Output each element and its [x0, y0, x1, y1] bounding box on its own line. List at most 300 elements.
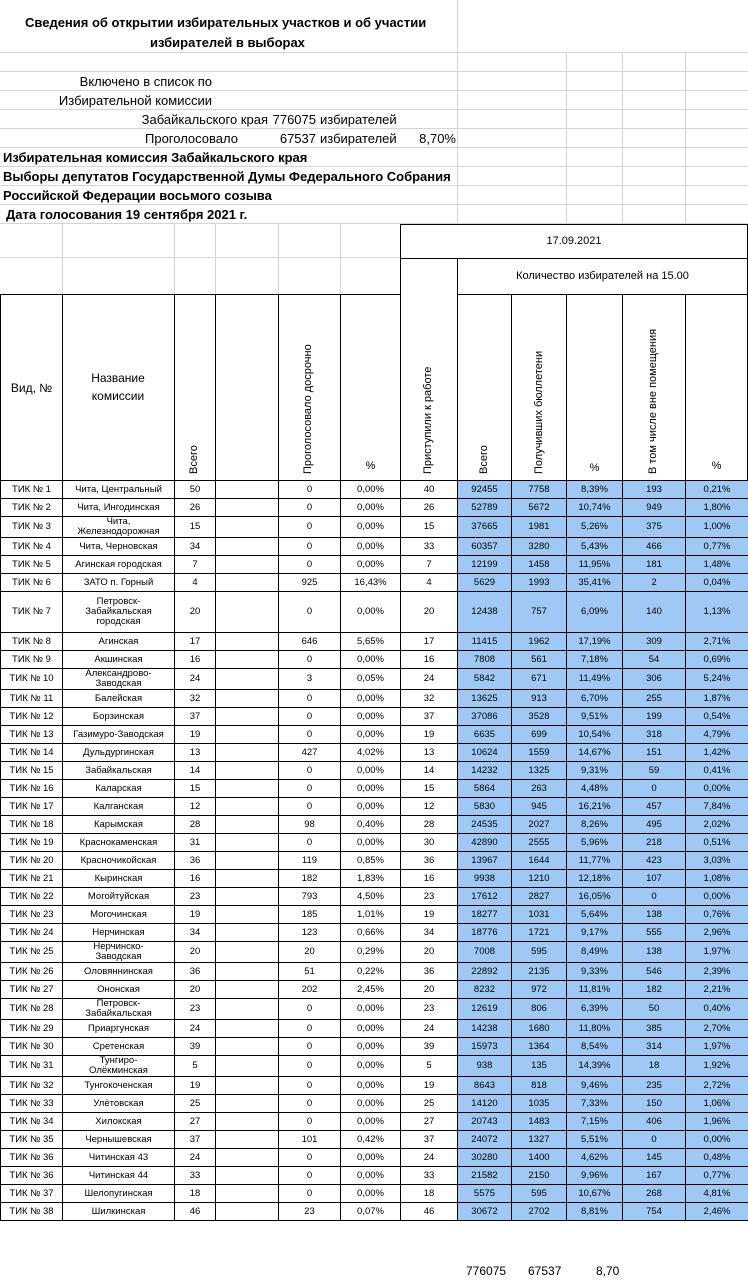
outside-pct-cell: 1,97% — [686, 942, 748, 963]
started-cell: 19 — [401, 726, 458, 744]
empty-cell — [216, 574, 279, 592]
tik-cell: ТИК № 10 — [1, 669, 63, 690]
voters-cell: 5864 — [458, 780, 512, 798]
pct-cell: 7,15% — [567, 1113, 623, 1131]
ballots-cell: 945 — [512, 798, 567, 816]
name-cell: Краснокаменская — [63, 834, 175, 852]
empty-cell — [216, 963, 279, 981]
tik-cell: ТИК № 15 — [1, 762, 63, 780]
empty-cell — [216, 1095, 279, 1113]
voters-cell: 10624 — [458, 744, 512, 762]
table-row — [1, 538, 748, 556]
voters-header: Всего — [478, 445, 490, 474]
pct3-header: % — [711, 460, 722, 472]
outside-cell: 235 — [623, 1077, 686, 1095]
pct-header: % — [365, 460, 376, 472]
voters-cell: 12438 — [458, 592, 512, 633]
started-cell: 20 — [401, 592, 458, 633]
early-pct-cell: 0,00% — [341, 592, 401, 633]
outside-pct-cell: 0,00% — [686, 1131, 748, 1149]
started-cell: 15 — [401, 517, 458, 538]
grid-line — [685, 52, 686, 224]
ballots-header: Получивших бюллетени — [533, 350, 545, 474]
tik-cell: ТИК № 36 — [1, 1149, 63, 1167]
ballots-cell: 1981 — [512, 517, 567, 538]
early-cell: 0 — [279, 726, 341, 744]
total-cell: 7 — [175, 556, 216, 574]
total-cell: 46 — [175, 1203, 216, 1221]
empty-cell — [216, 1113, 279, 1131]
total-cell: 23 — [175, 999, 216, 1020]
early-pct-cell: 0,00% — [341, 726, 401, 744]
pct-cell: 10,54% — [567, 726, 623, 744]
ballots-cell: 806 — [512, 999, 567, 1020]
pct-header-cell — [340, 294, 401, 481]
started-cell: 34 — [401, 924, 458, 942]
early-cell: 0 — [279, 1038, 341, 1056]
pct-cell: 5,51% — [567, 1131, 623, 1149]
outside-cell: 140 — [623, 592, 686, 633]
empty-cell — [216, 852, 279, 870]
tik-cell: ТИК № 23 — [1, 906, 63, 924]
ballots-cell: 3280 — [512, 538, 567, 556]
outside-pct-cell: 1,96% — [686, 1113, 748, 1131]
early-cell: 119 — [279, 852, 341, 870]
tik-cell: ТИК № 27 — [1, 981, 63, 999]
tik-cell: ТИК № 34 — [1, 1113, 63, 1131]
name-cell: Балейская — [63, 690, 175, 708]
early-cell: 0 — [279, 538, 341, 556]
outside-pct-cell: 0,77% — [686, 538, 748, 556]
started-cell: 19 — [401, 906, 458, 924]
voters-cell: 7008 — [458, 942, 512, 963]
started-cell: 23 — [401, 999, 458, 1020]
tik-cell: ТИК № 37 — [1, 1185, 63, 1203]
name-cell: Забайкальская — [63, 762, 175, 780]
outside-cell: 0 — [623, 1131, 686, 1149]
ballots-cell: 2027 — [512, 816, 567, 834]
voters-cell: 11415 — [458, 633, 512, 651]
total-cell: 24 — [175, 1149, 216, 1167]
tik-cell: ТИК № 28 — [1, 999, 63, 1020]
ballots-cell: 818 — [512, 1077, 567, 1095]
title-line-1: Сведения об открытии избирательных участков и об участии — [25, 15, 427, 30]
table-row — [1, 1020, 748, 1038]
tik-cell: ТИК № 11 — [1, 690, 63, 708]
name-cell: Оловяннинская — [63, 963, 175, 981]
outside-cell: 0 — [623, 888, 686, 906]
ballots-cell: 699 — [512, 726, 567, 744]
total-percent: 8,70 — [596, 1264, 620, 1278]
outside-pct-cell: 1,08% — [686, 870, 748, 888]
ballots-cell: 561 — [512, 651, 567, 669]
started-header: Приступили к работе — [422, 366, 434, 474]
started-cell: 13 — [401, 744, 458, 762]
empty-cell — [216, 888, 279, 906]
early-pct-cell: 0,00% — [341, 762, 401, 780]
grid-line — [0, 71, 748, 72]
early-cell: 0 — [279, 1185, 341, 1203]
pct-cell: 16,21% — [567, 798, 623, 816]
early-cell: 185 — [279, 906, 341, 924]
started-cell: 18 — [401, 1185, 458, 1203]
empty-cell — [216, 481, 279, 499]
table-row — [1, 651, 748, 669]
empty-cell — [216, 499, 279, 517]
early-cell: 3 — [279, 669, 341, 690]
pct-cell: 8,81% — [567, 1203, 623, 1221]
ballots-cell: 1680 — [512, 1020, 567, 1038]
early-cell: 0 — [279, 1095, 341, 1113]
name-cell: Агинская городская — [63, 556, 175, 574]
early-cell: 0 — [279, 999, 341, 1020]
name-cell: Улётовская — [63, 1095, 175, 1113]
table-row — [1, 852, 748, 870]
table-row — [1, 1077, 748, 1095]
pct-cell: 14,67% — [567, 744, 623, 762]
table-row — [1, 517, 748, 538]
pct-cell: 8,26% — [567, 816, 623, 834]
outside-cell: 181 — [623, 556, 686, 574]
early-pct-cell: 0,00% — [341, 708, 401, 726]
grid-line — [174, 224, 175, 294]
voters-cell: 37086 — [458, 708, 512, 726]
started-cell: 17 — [401, 633, 458, 651]
ballots-cell: 1031 — [512, 906, 567, 924]
kind-header: Вид, № — [10, 381, 53, 395]
empty-cell — [216, 834, 279, 852]
early-cell: 427 — [279, 744, 341, 762]
tik-cell: ТИК № 8 — [1, 633, 63, 651]
early-pct-cell: 0,00% — [341, 651, 401, 669]
name-cell: Кыринская — [63, 870, 175, 888]
voters-cell: 30280 — [458, 1149, 512, 1167]
table-row — [1, 906, 748, 924]
outside-cell: 193 — [623, 481, 686, 499]
early-pct-cell: 0,00% — [341, 1185, 401, 1203]
name-cell: Калганская — [63, 798, 175, 816]
outside-pct-cell: 1,06% — [686, 1095, 748, 1113]
early-cell: 0 — [279, 1020, 341, 1038]
total-cell: 20 — [175, 942, 216, 963]
outside-cell: 754 — [623, 1203, 686, 1221]
ballots-cell: 2135 — [512, 963, 567, 981]
voters-cell: 8643 — [458, 1077, 512, 1095]
name-cell: Нерчинская — [63, 924, 175, 942]
started-cell: 20 — [401, 942, 458, 963]
outside-cell: 318 — [623, 726, 686, 744]
pct-cell: 4,48% — [567, 780, 623, 798]
election-line-1: Выборы депутатов Государственной Думы Федерального Собрания — [3, 169, 451, 184]
name-cell: Борзинская — [63, 708, 175, 726]
voters-cell: 8232 — [458, 981, 512, 999]
pct-cell: 6,39% — [567, 999, 623, 1020]
table-row — [1, 633, 748, 651]
tik-cell: ТИК № 30 — [1, 1038, 63, 1056]
total-cell: 23 — [175, 888, 216, 906]
outside-pct-cell: 0,21% — [686, 481, 748, 499]
table-row — [1, 744, 748, 762]
started-cell: 36 — [401, 963, 458, 981]
early-cell: 101 — [279, 1131, 341, 1149]
started-cell: 37 — [401, 708, 458, 726]
name-cell: Нерчинско-Заводская — [63, 942, 175, 963]
outside-pct-cell: 1,97% — [686, 1038, 748, 1056]
empty-cell — [216, 1203, 279, 1221]
voters-cell: 14232 — [458, 762, 512, 780]
voters-cell: 17612 — [458, 888, 512, 906]
early-cell: 0 — [279, 708, 341, 726]
total-cell: 33 — [175, 1167, 216, 1185]
voters-cell: 22892 — [458, 963, 512, 981]
pct-cell: 9,33% — [567, 963, 623, 981]
pct-cell: 8,49% — [567, 942, 623, 963]
started-cell: 28 — [401, 816, 458, 834]
total-cell: 34 — [175, 924, 216, 942]
pct3-header-cell — [685, 294, 748, 481]
empty-cell — [216, 651, 279, 669]
voters-cell: 21582 — [458, 1167, 512, 1185]
voters-cell: 30672 — [458, 1203, 512, 1221]
empty-cell — [216, 1077, 279, 1095]
name-cell: Шилкинская — [63, 1203, 175, 1221]
outside-header: В том числе вне помещения — [647, 328, 659, 474]
pct-cell: 4,62% — [567, 1149, 623, 1167]
early-cell: 0 — [279, 690, 341, 708]
empty-cell — [216, 556, 279, 574]
ballots-cell: 972 — [512, 981, 567, 999]
outside-cell: 555 — [623, 924, 686, 942]
table-row — [1, 981, 748, 999]
outside-pct-cell: 2,21% — [686, 981, 748, 999]
outside-cell: 107 — [623, 870, 686, 888]
table-row — [1, 690, 748, 708]
outside-cell: 145 — [623, 1149, 686, 1167]
early-cell: 0 — [279, 517, 341, 538]
total-cell: 5 — [175, 1056, 216, 1077]
started-cell: 7 — [401, 556, 458, 574]
table-row — [1, 924, 748, 942]
empty-cell — [216, 744, 279, 762]
early-pct-cell: 0,66% — [341, 924, 401, 942]
early-pct-cell: 0,00% — [341, 499, 401, 517]
table-row — [1, 499, 748, 517]
total-cell: 24 — [175, 669, 216, 690]
early-pct-cell: 4,02% — [341, 744, 401, 762]
outside-pct-cell: 0,41% — [686, 762, 748, 780]
early-cell: 182 — [279, 870, 341, 888]
started-cell: 33 — [401, 538, 458, 556]
voted-value: 67537 — [279, 131, 316, 146]
early-pct-cell: 0,00% — [341, 690, 401, 708]
group-header: Количество избирателей на 15.00 — [516, 270, 689, 282]
early-pct-cell: 0,00% — [341, 1020, 401, 1038]
pct-cell: 11,81% — [567, 981, 623, 999]
tik-cell: ТИК № 32 — [1, 1077, 63, 1095]
early-pct-cell: 0,00% — [341, 1167, 401, 1185]
empty-cell — [216, 1020, 279, 1038]
date-header: 17.09.2021 — [546, 235, 602, 247]
voters-cell: 42890 — [458, 834, 512, 852]
name-cell: Красночикойская — [63, 852, 175, 870]
empty-cell — [216, 816, 279, 834]
name-cell: Читинская 44 — [63, 1167, 175, 1185]
pct-cell: 5,26% — [567, 517, 623, 538]
name-cell: Шелопугинская — [63, 1185, 175, 1203]
outside-cell: 495 — [623, 816, 686, 834]
started-cell: 19 — [401, 1077, 458, 1095]
grid-line — [215, 224, 216, 294]
empty-cell — [216, 517, 279, 538]
empty-cell — [216, 708, 279, 726]
early-pct-cell: 0,00% — [341, 538, 401, 556]
started-cell: 26 — [401, 499, 458, 517]
early-cell: 0 — [279, 798, 341, 816]
ballots-cell: 3528 — [512, 708, 567, 726]
name-cell: Читинская 43 — [63, 1149, 175, 1167]
voters-cell: 12199 — [458, 556, 512, 574]
pct-cell: 10,74% — [567, 499, 623, 517]
early-cell: 202 — [279, 981, 341, 999]
name-cell: Каларская — [63, 780, 175, 798]
grid-line — [62, 224, 63, 294]
tik-cell: ТИК № 29 — [1, 1020, 63, 1038]
started-cell: 16 — [401, 651, 458, 669]
early-pct-cell: 0,42% — [341, 1131, 401, 1149]
table-row — [1, 669, 748, 690]
early-pct-cell: 0,00% — [341, 798, 401, 816]
outside-pct-cell: 0,00% — [686, 888, 748, 906]
early-cell: 925 — [279, 574, 341, 592]
voters-cell: 5830 — [458, 798, 512, 816]
started-cell: 36 — [401, 852, 458, 870]
pct-cell: 5,96% — [567, 834, 623, 852]
early-pct-cell: 4,50% — [341, 888, 401, 906]
early-pct-cell: 0,00% — [341, 481, 401, 499]
ballots-cell: 913 — [512, 690, 567, 708]
table-row — [1, 870, 748, 888]
outside-pct-cell: 1,00% — [686, 517, 748, 538]
outside-cell: 255 — [623, 690, 686, 708]
voters-cell: 37665 — [458, 517, 512, 538]
total-cell: 28 — [175, 816, 216, 834]
outside-pct-cell: 0,77% — [686, 1167, 748, 1185]
outside-pct-cell: 1,80% — [686, 499, 748, 517]
table-row — [1, 556, 748, 574]
table-row — [1, 726, 748, 744]
early-cell: 51 — [279, 963, 341, 981]
table-row — [1, 942, 748, 963]
empty-cell — [216, 538, 279, 556]
name-cell: Чита, Черновская — [63, 538, 175, 556]
empty-cell — [216, 669, 279, 690]
pct-cell: 6,09% — [567, 592, 623, 633]
outside-cell: 546 — [623, 963, 686, 981]
voted-unit: избирателей — [320, 131, 397, 146]
total-cell: 27 — [175, 1113, 216, 1131]
table-row — [1, 708, 748, 726]
started-cell: 14 — [401, 762, 458, 780]
outside-cell: 314 — [623, 1038, 686, 1056]
early-pct-cell: 0,00% — [341, 1149, 401, 1167]
name-cell: Петровск-Забайкальская — [63, 999, 175, 1020]
voted-percent: 8,70% — [419, 131, 456, 146]
voters-cell: 15973 — [458, 1038, 512, 1056]
title-line-2: избирателей в выборах — [150, 35, 305, 50]
empty-cell — [216, 633, 279, 651]
name-cell: Дульдургинская — [63, 744, 175, 762]
name-cell: Петровск-Забайкальская городская — [63, 592, 175, 633]
tik-cell: ТИК № 24 — [1, 924, 63, 942]
outside-cell: 54 — [623, 651, 686, 669]
started-cell: 25 — [401, 1095, 458, 1113]
empty-cell — [216, 690, 279, 708]
ballots-cell: 1559 — [512, 744, 567, 762]
name-cell: Приаргунская — [63, 1020, 175, 1038]
voters-cell: 92455 — [458, 481, 512, 499]
early-pct-cell: 0,00% — [341, 999, 401, 1020]
empty-cell — [216, 762, 279, 780]
tik-cell: ТИК № 21 — [1, 870, 63, 888]
tik-cell: ТИК № 36 — [1, 1167, 63, 1185]
early-pct-cell: 0,29% — [341, 942, 401, 963]
voters-cell: 24535 — [458, 816, 512, 834]
name-header: Название комиссии — [91, 371, 145, 403]
voters-cell: 20743 — [458, 1113, 512, 1131]
included-value: 776075 — [272, 112, 316, 127]
table-row — [1, 834, 748, 852]
early-pct-cell: 0,07% — [341, 1203, 401, 1221]
table-row — [1, 1038, 748, 1056]
pct-cell: 7,33% — [567, 1095, 623, 1113]
outside-cell: 138 — [623, 942, 686, 963]
tik-cell: ТИК № 18 — [1, 816, 63, 834]
voters-cell: 5629 — [458, 574, 512, 592]
outside-cell: 18 — [623, 1056, 686, 1077]
pct-cell: 9,46% — [567, 1077, 623, 1095]
name-cell: Могочинская — [63, 906, 175, 924]
outside-cell: 466 — [623, 538, 686, 556]
total-ballots: 67537 — [528, 1264, 562, 1278]
voters-cell: 7808 — [458, 651, 512, 669]
empty-cell — [216, 1056, 279, 1077]
tik-cell: ТИК № 31 — [1, 1056, 63, 1077]
name-cell: Александрово-Заводская — [63, 669, 175, 690]
voters-cell: 6635 — [458, 726, 512, 744]
early-pct-cell: 0,00% — [341, 1077, 401, 1095]
outside-cell: 2 — [623, 574, 686, 592]
pct-cell: 17,19% — [567, 633, 623, 651]
early-cell: 0 — [279, 592, 341, 633]
outside-cell: 138 — [623, 906, 686, 924]
ballots-cell: 1210 — [512, 870, 567, 888]
started-cell: 5 — [401, 1056, 458, 1077]
total-cell: 16 — [175, 870, 216, 888]
started-cell: 32 — [401, 690, 458, 708]
included-line-3: Забайкальского края — [141, 112, 268, 127]
total-cell: 37 — [175, 1131, 216, 1149]
outside-pct-cell: 0,69% — [686, 651, 748, 669]
outside-pct-cell: 2,96% — [686, 924, 748, 942]
turnout-table — [0, 480, 748, 1221]
pct-cell: 9,17% — [567, 924, 623, 942]
tik-cell: ТИК № 22 — [1, 888, 63, 906]
ballots-cell: 1458 — [512, 556, 567, 574]
name-cell: Сретенская — [63, 1038, 175, 1056]
table-row — [1, 1113, 748, 1131]
tik-cell: ТИК № 16 — [1, 780, 63, 798]
tik-cell: ТИК № 5 — [1, 556, 63, 574]
